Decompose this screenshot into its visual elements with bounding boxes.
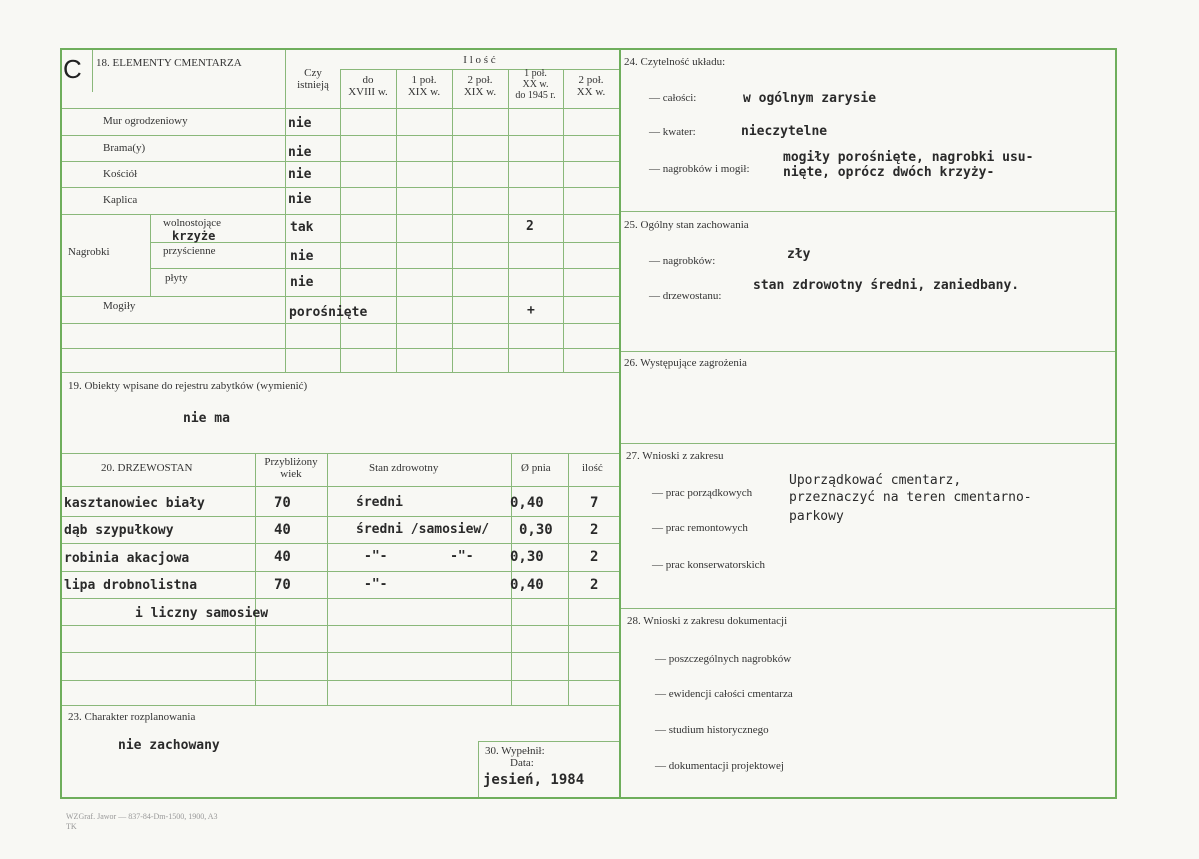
s27-remont-label: — prac remontowych [652, 522, 748, 534]
s25-drzewostanu-value: stan zdrowotny średni, zaniedbany. [753, 278, 1020, 293]
section-26-title: 26. Występujące zagrożenia [624, 357, 747, 369]
section-30-title: 30. Wypełnił: [485, 745, 545, 757]
value-kaplica: nie [288, 192, 312, 207]
frame-top [60, 48, 1117, 50]
row-przyscienne: przyścienne [163, 245, 216, 257]
s28-item: — dokumentacji projektowej [655, 760, 784, 772]
s24-nagrobkow-value-2: nięte, oprócz dwóch krzyży- [783, 165, 995, 180]
section-23-title: 23. Charakter rozplanowania [68, 711, 196, 723]
footer-imprint: WZGraf. Jawor — 837-84-Dm-1500, 1900, A3 [66, 812, 218, 821]
s28-item: — poszczególnych nagrobków [655, 653, 792, 665]
footer-code: TK [66, 822, 77, 831]
stan-header: Stan zdrowotny [369, 462, 439, 474]
ilosc-header-20: ilość [582, 462, 603, 474]
tree-extra: i liczny samosiew [135, 606, 269, 621]
s24-kwater-value: nieczytelne [741, 124, 828, 139]
section-20-title: 20. DRZEWOSTAN [101, 462, 193, 474]
value-mogily: porośnięte [289, 305, 368, 320]
s27-value-1: Uporządkować cmentarz, [789, 473, 962, 488]
s24-calosci-label: — całości: [649, 92, 697, 104]
col-header-5: 2 poł. XX w. [576, 74, 606, 98]
section-23-value: nie zachowany [118, 738, 220, 753]
row-kaplica: Kaplica [103, 194, 138, 206]
value-brama: nie [288, 145, 312, 160]
frame-right [1115, 48, 1117, 799]
row-brama: Brama(y) [103, 142, 146, 154]
section-30-value: jesień, 1984 [483, 772, 585, 788]
value-mur: nie [288, 116, 312, 131]
s25-nagrobkow-label: — nagrobków: [649, 255, 716, 267]
pnia-header: Ø pnia [521, 462, 551, 474]
value-wolnostojace-qty: 2 [526, 219, 534, 234]
col-header-4: 1 poł. XX w. do 1945 r. [515, 68, 556, 101]
section-letter: C [63, 54, 82, 84]
col-header-3: 2 poł. XIX w. [463, 74, 497, 98]
col-header-1: do XVIII w. [348, 74, 388, 98]
row-kosciol: Kościół [103, 168, 138, 180]
value-plyty: nie [290, 275, 314, 290]
row-wolnostojace: wolnostojące [163, 217, 222, 229]
row-mogily: Mogiły [103, 300, 136, 312]
value-przyscienne: nie [290, 249, 314, 264]
col-header-2: 1 poł. XIX w. [407, 74, 441, 98]
section-30-data: Data: [510, 757, 534, 769]
value-kosciol: nie [288, 167, 312, 182]
wiek-header: Przybliżony wiek [264, 456, 318, 480]
s27-value-2: przeznaczyć na teren cmentarno- [789, 490, 1032, 505]
row-plyty: płyty [165, 272, 188, 284]
section-27-title: 27. Wnioski z zakresu [626, 450, 724, 462]
s25-drzewostanu-label: — drzewostanu: [649, 290, 722, 302]
s28-item: — ewidencji całości cmentarza [655, 688, 793, 700]
s24-calosci-value: w ogólnym zarysie [743, 91, 877, 106]
section-18-title: 18. ELEMENTY CMENTARZA [96, 57, 242, 69]
section-28-title: 28. Wnioski z zakresu dokumentacji [627, 615, 788, 627]
s27-porz-label: — prac porządkowych [652, 487, 753, 499]
s24-nagrobkow-value-1: mogiły porośnięte, nagrobki usu- [783, 150, 1034, 165]
section-25-title: 25. Ogólny stan zachowania [624, 219, 749, 231]
s24-kwater-label: — kwater: [649, 126, 696, 138]
s25-nagrobkow-value: zły [787, 247, 811, 262]
column-divider [619, 48, 621, 799]
section-24-title: 24. Czytelność układu: [624, 56, 726, 68]
s28-item: — studium historycznego [655, 724, 769, 736]
s27-konserw-label: — prac konserwatorskich [652, 559, 766, 571]
row-nagrobki: Nagrobki [68, 246, 110, 258]
value-wolnostojace: tak [290, 220, 314, 235]
value-krzyze: krzyże [172, 229, 216, 243]
ilosc-header: I l o ś ć [463, 54, 496, 66]
frame-bottom [60, 797, 1117, 799]
section-19-value: nie ma [183, 411, 230, 426]
s24-nagrobkow-label: — nagrobków i mogił: [649, 163, 750, 175]
row-mur: Mur ogrodzeniowy [103, 115, 188, 127]
s27-value-3: parkowy [789, 509, 844, 524]
czy-header: Czy istnieją [297, 67, 329, 91]
value-mogily-qty: + [527, 303, 535, 318]
section-19-title: 19. Obiekty wpisane do rejestru zabytków (wymienić) [68, 380, 308, 392]
